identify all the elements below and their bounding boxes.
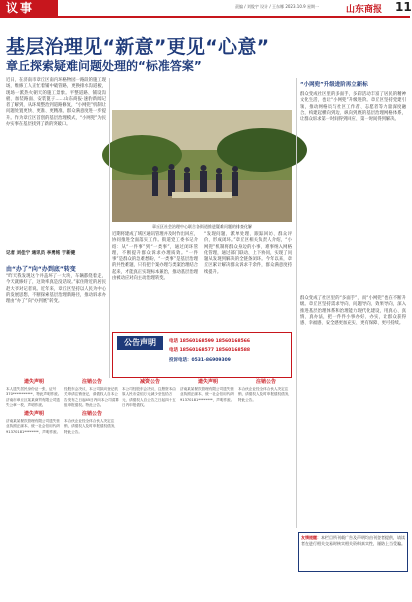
ad-hotline: 投诉电话：0531-86909309 xyxy=(169,358,231,363)
reminder-title: 友情提醒： xyxy=(301,535,321,540)
classified-body: 本人遗失居民身份证一张，证号370***********，特此声明作废。济南市章丘区某某商贸有限公司遗失公章一枚，声明作废。 xyxy=(6,387,62,407)
ad-phone-1: 电话 18560168599 18560168566 xyxy=(169,339,251,344)
section1-title: 由“办了”向“办到底”转变 xyxy=(6,266,76,273)
ad-phone-2: 电话 18560168577 18560168588 xyxy=(169,348,251,353)
section1-body: “昨天我发现这个井盖坏了一大块，车辆都绕着走，今天就修好了，这效率真是没话说。”家住附近的居民赵大爷对记者说。近年来，章丘区坚持以人民为中心的发展思想，不断探索基层治理新路径，推动诉求办理由“办了”向“办到底”转变。 xyxy=(6,274,106,305)
classified-column xyxy=(180,380,236,602)
photo-caption: 章丘区社会治理中心联合各街道推进疑难问题的排查化解 xyxy=(152,224,252,229)
classified-column xyxy=(238,380,294,602)
classified-title: 注销公告 xyxy=(255,379,276,385)
classified-body: 济南某某餐饮管理有限公司遗失营业执照正副本，统一社会信用代码91370181********，声明作废。 xyxy=(180,387,235,402)
article-subhead: 章丘探索疑难问题处理的“标准答案” xyxy=(6,59,202,73)
classified-body: 本公司经股东会决议，注册资本由原人民币壹佰万元减少至伍拾万元，请债权人自公告之日起四十五日内申报债权。 xyxy=(122,387,176,407)
page-header xyxy=(0,0,410,16)
classified-body: 济南某某餐饮管理有限公司遗失营业执照正副本，统一社会信用代码91370181********，声明作废。 xyxy=(6,419,61,434)
right-column-text: 群众变成社区里的多面手，多彩活动丰富了居民的精神文化生活，也让“小网兜”升级进阶。章丘区坚持党建引领，推动网格员与社区工作者、志愿者等力量深度融合，构建起横向到边、纵向到底的基层治理网格体系，让群众诉求第一时间得到回应、第一时间得到解决。 xyxy=(300,92,406,123)
classified-title: 遗失声明 xyxy=(23,411,44,418)
page-number: 11 xyxy=(395,0,412,14)
article-headline: 基层治理见“新意”更见“心意” xyxy=(6,36,270,58)
article-byline: 记者 刘佳宁 通讯员 李勇铭 于新健 xyxy=(6,251,76,256)
classified-column xyxy=(122,380,178,602)
ad-title: 公告声明 xyxy=(117,336,163,350)
column-divider xyxy=(109,78,110,378)
middle-column-text: 近期将建成了域区通讯管理并及时作出回应，协同推进全面落实工作。街道党工委书记介绍：从“一件事”到“一类事”，通过闭环管理，不断提升群众诉求办理质效。“一件事”是群众的急难愁盼，“一类事”是基层治理的共性难题，只有把个案办理与类案治理结合起来，才能真正实现标本兼治，推动基层治理由被动应对向主动治理转变。 xyxy=(112,232,198,282)
classified-column xyxy=(64,380,120,602)
article-photo xyxy=(112,110,292,222)
section3-body: 群众变成了社区里的“多面手”，而“小网兜”也在不断升级。章丘区坚持需求导向、问题导向、效果导向，深入推进基层治理体系和治理能力现代化建设，用真心、真情、真办法，把一件件小事办好、办实，让群众获得感、幸福感、安全感更加充实、更有保障、更可持续。 xyxy=(300,296,406,327)
classified-body: 本合伙企业经全体合伙人决定注销，请债权人及时申报债权债务，特此公告。 xyxy=(238,387,292,402)
reminder-body: 本栏目所刊载广告及声明均由刊登者提供，请读者在进行相关交易时核实相关资料真实性，谨防上当受骗。 xyxy=(301,535,405,546)
newspaper-name: 山东商报 xyxy=(346,5,383,15)
classified-body: 经股东会决议，本公司拟向登记机关申请注销登记，请债权人自本公告发布之日起45日内向本公司清算组申报债权。特此公告。 xyxy=(64,387,119,407)
announcement-ad xyxy=(112,332,292,378)
classified-title: 注销公告 xyxy=(81,379,102,385)
classified-column xyxy=(6,380,62,602)
classified-title: 减资公告 xyxy=(139,379,160,385)
section-tab: 议事 xyxy=(0,0,58,16)
header-meta: 责编 / 刘俊宇 设计 / 王东娜 2023.10.9 星期一 xyxy=(235,4,319,9)
column-divider xyxy=(296,78,297,528)
section3-title: “小网兜”升级进阶再立新标 xyxy=(300,82,368,88)
section2-body: “发现问题、派单处理、跟踪回访、群众评价，形成闭环。”章丘区相关负责人介绍，“小网兜”机制将群众身边的小事、难事纳入网格化管理，通过部门联动、上下协同，实现了问题从发现到解决的全链条闭环。今年以来，章丘区累计解决群众诉求千余件，群众满意度持续提升。 xyxy=(204,232,292,275)
classified-title: 注销公告 xyxy=(81,411,102,418)
classified-body: 本合伙企业经全体合伙人决定注销，请债权人及时申报债权债务，特此公告。 xyxy=(64,419,118,434)
reminder-notice xyxy=(298,532,408,572)
classified-title: 遗失声明 xyxy=(23,379,44,385)
classified-title: 遗失声明 xyxy=(197,379,218,385)
header-divider xyxy=(0,16,410,18)
left-column-text: 近日，在济南市章丘区南内环格物园一路段的施工现场，维修工人正忙着铺中破管路，更换排水沟道板，现场一派热火朝天的施工景象。平整道路、铺设沟板、加装路面、安装篦子……山东商报·速豹新闻记者了解到，从环境整治到道路修复，“小网兜”机制让问题处置更快、更准、更精准，群众满意度进一步提升。作为章丘区首创的基层治理模式，“小网兜”为民办实事在基层找到了新的突破口。 xyxy=(6,78,106,128)
